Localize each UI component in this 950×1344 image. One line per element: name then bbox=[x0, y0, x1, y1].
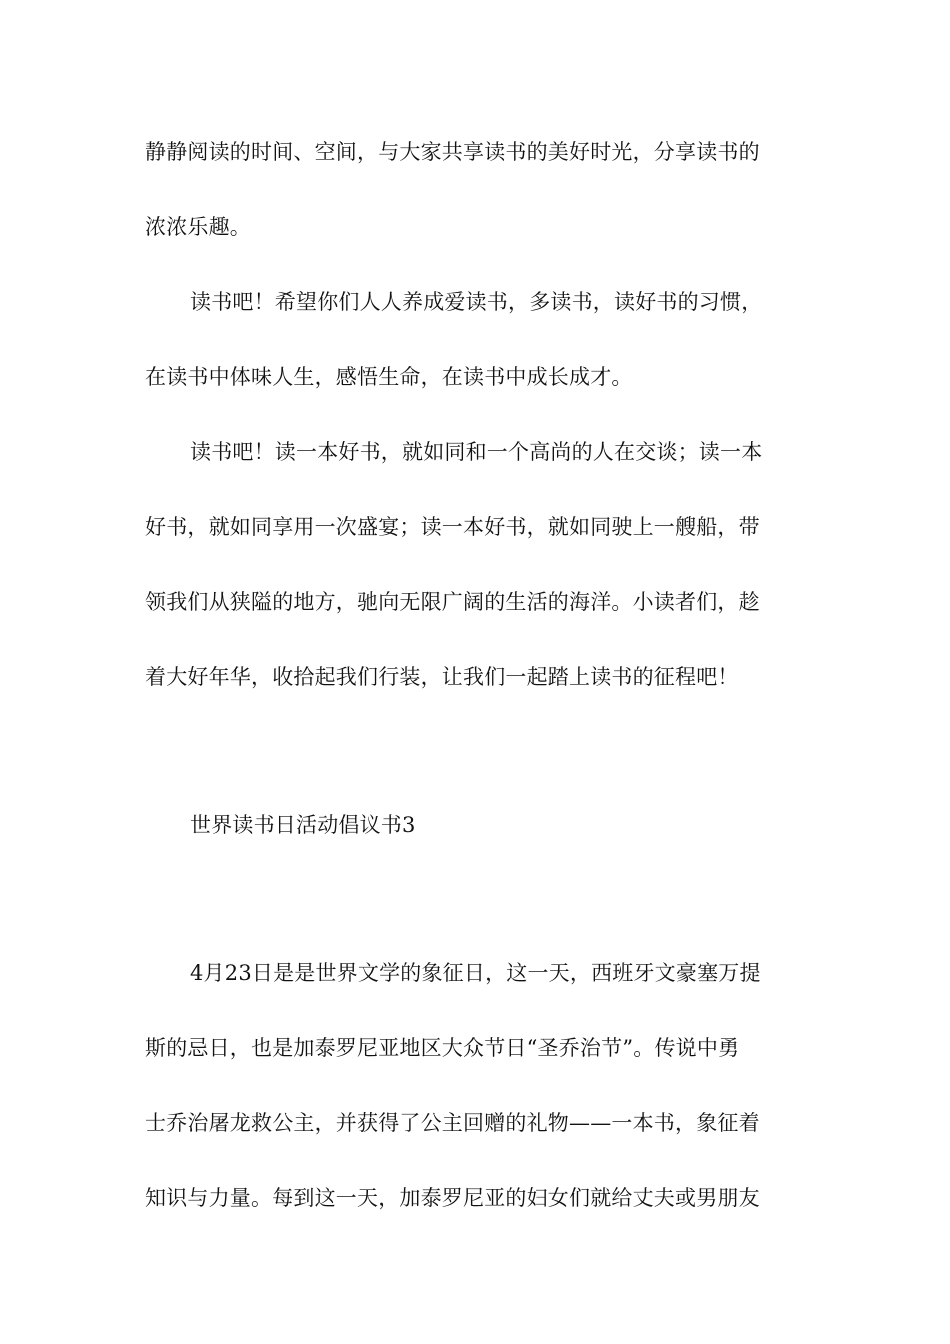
paragraph-line: 知识与力量。每到这一天，加泰罗尼亚的妇女们就给丈夫或男朋友 bbox=[145, 1186, 760, 1210]
paragraph-line: 读书吧！读一本好书，就如同和一个高尚的人在交谈；读一本 bbox=[190, 440, 763, 464]
paragraph-line: 领我们从狭隘的地方，驰向无限广阔的生活的海洋。小读者们，趁 bbox=[145, 590, 760, 614]
paragraph-line: 浓浓乐趣。 bbox=[145, 215, 251, 239]
paragraph-line: 4月23日是是世界文学的象征日，这一天，西班牙文豪塞万提 bbox=[190, 961, 761, 985]
paragraph-line: 静静阅读的时间、空间，与大家共享读书的美好时光，分享读书的 bbox=[145, 140, 760, 164]
paragraph-line: 在读书中体味人生，感悟生命，在读书中成长成才。 bbox=[145, 365, 633, 389]
paragraph-line: 着大好年华，收拾起我们行装，让我们一起踏上读书的征程吧！ bbox=[145, 665, 739, 689]
paragraph-line: 斯的忌日，也是加泰罗尼亚地区大众节日“圣乔治节”。传说中勇 bbox=[145, 1036, 740, 1060]
paragraph-line: 读书吧！希望你们人人养成爱读书，多读书，读好书的习惯， bbox=[190, 290, 763, 314]
paragraph-line: 好书，就如同享用一次盛宴；读一本好书，就如同驶上一艘船，带 bbox=[145, 515, 760, 539]
paragraph-line: 士乔治屠龙救公主，并获得了公主回赠的礼物——一本书，象征着 bbox=[145, 1111, 760, 1135]
section-heading: 世界读书日活动倡议书3 bbox=[190, 813, 416, 837]
